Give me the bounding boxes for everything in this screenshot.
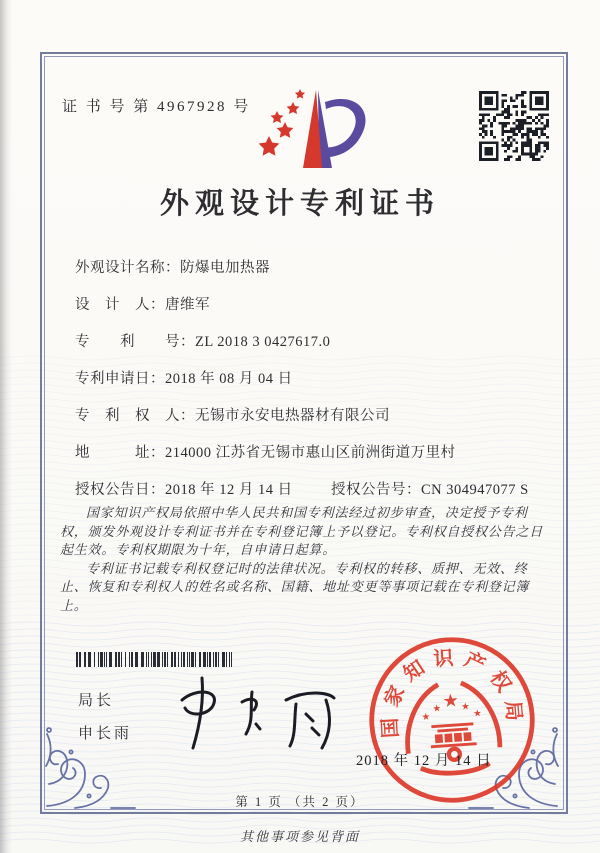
legal-text <box>60 504 546 615</box>
field-label: 专 利 权 人： <box>75 408 195 424</box>
field-label: 外观设计名称： <box>75 260 180 276</box>
field-designer <box>75 293 545 315</box>
field-address <box>75 441 545 463</box>
scan-edge-shadow <box>0 0 12 853</box>
field-label: 地 址： <box>75 445 165 461</box>
svg-text:★: ★ <box>432 703 442 715</box>
certificate-number: 证 书 号 第 4967928 号 <box>62 99 251 115</box>
field-value: ZL 2018 3 0427617.0 <box>195 334 331 350</box>
page-title: 外观设计专利证书 <box>159 188 440 220</box>
legal-paragraph-1: 国家知识产权局依照中华人民共和国专利法经过初步审查，决定授予专利权，颁发外观设计专利证书并在专利登记簿上予以登记。专利权自授权公告之日起生效。专利权期限为十年，自申请日起算。 <box>60 505 544 557</box>
qr-code-icon <box>479 91 549 161</box>
barcode-icon <box>76 652 232 667</box>
field-label: 专 利 号： <box>75 334 195 350</box>
field-design-name <box>75 256 545 278</box>
svg-text:★: ★ <box>421 711 431 724</box>
field-value: 唐维军 <box>165 297 210 313</box>
seal-text: 国家知识产权局 <box>378 646 526 739</box>
grant-date-value: 2018 年 12 月 14 日 <box>165 482 293 498</box>
field-label: 专利申请日： <box>75 371 165 387</box>
director-title: 局长 <box>78 692 115 709</box>
svg-text:★: ★ <box>472 708 483 720</box>
field-label: 设 计 人： <box>75 297 165 313</box>
svg-text:★: ★ <box>441 690 460 713</box>
cnipa-logo-icon <box>253 84 375 174</box>
legal-paragraph-2: 专利证书记载专利权登记时的法律状况。专利权的转移、质押、无效、终止、恢复和专利权人的姓名或名称、国籍、地址变更等事项记载在专利登记簿上。 <box>60 560 530 613</box>
field-grant-row <box>75 478 545 500</box>
official-seal-icon <box>360 628 544 812</box>
grant-number-label: 授权公告号： <box>331 482 421 498</box>
director-signature-icon <box>168 668 346 760</box>
director-name: 申长雨 <box>78 725 133 742</box>
footer-note: 其他事项参见背面 <box>239 829 360 844</box>
page-number: 第 1 页 （共 2 页） <box>235 795 365 809</box>
svg-text:★: ★ <box>460 701 471 713</box>
grant-number-value: CN 304947077 S <box>421 482 529 498</box>
field-value: 214000 江苏省无锡市惠山区前洲街道万里村 <box>165 445 456 461</box>
field-value: 2018 年 08 月 04 日 <box>165 371 293 387</box>
field-patentee <box>75 404 545 426</box>
field-application-date <box>75 367 545 389</box>
seal-date: 2018 年 12 月 14 日 <box>356 753 492 769</box>
field-patent-number <box>75 330 545 352</box>
grant-date-label: 授权公告日： <box>75 482 165 498</box>
field-list <box>75 256 545 515</box>
field-value: 防爆电加热器 <box>180 260 270 276</box>
field-value: 无锡市永安电热器材有限公司 <box>195 408 390 424</box>
grant-number-pair <box>331 478 529 499</box>
